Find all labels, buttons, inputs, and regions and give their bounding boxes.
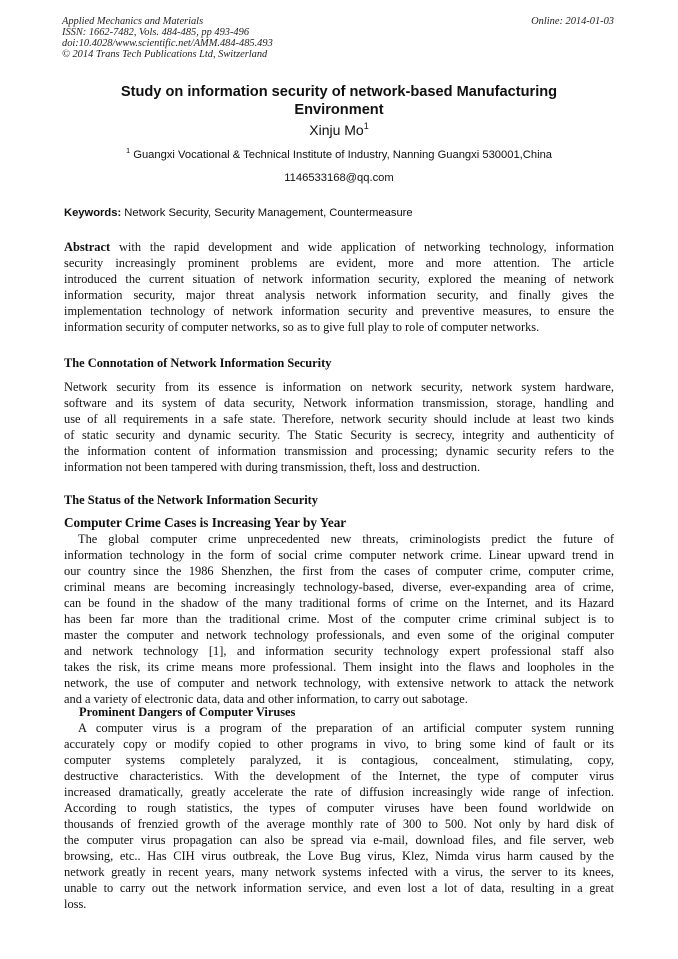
abstract-line: implementation technology of network information security and preventive measures, to ensure the — [64, 304, 614, 318]
paragraph-line: accurately copy or modify copied to other programs in vivo, to bring some kind of fault or its — [64, 737, 614, 751]
paragraph-line: The global computer crime unprecedented new threats, criminologists predict the future of — [78, 532, 614, 546]
author-email: 1146533168@qq.com — [284, 172, 394, 184]
doi-line: doi:10.4028/www.scientific.net/AMM.484-485.493 — [62, 38, 273, 49]
abstract-line: information security, major threat analysis network information security, and finally gives the — [64, 288, 614, 302]
viruses-paragraph — [64, 720, 614, 912]
abstract-line: information security of computer networks, so as to give full play to role of computer networks. — [64, 320, 540, 334]
paragraph-line: thousands of frenzied growth of the average monthly rate of 300 to 500. Not only by hard disk of — [64, 817, 614, 831]
paragraph-line: and a variety of electronic data, data and other information, to carry out sabotage. — [64, 692, 468, 706]
paragraph-line: network, the use of computer and network technology, with extensive network to attack the network — [64, 676, 614, 690]
keywords — [64, 206, 413, 220]
paragraph-line: increased dramatically, greatly accelerate the rate of diffusion increasingly wide range of infection. — [64, 785, 614, 799]
journal-header — [62, 16, 273, 60]
paragraph-line: According to rough statistics, the types of computer viruses have been found worldwide on — [64, 801, 614, 815]
abstract-line: Abstract with the rapid development and wide application of networking technology, information — [64, 240, 614, 254]
keywords-label: Keywords: — [64, 207, 122, 219]
title-line: Environment — [294, 102, 384, 118]
paragraph-line: use of all requirements in a safe state. Therefore, network security should include at least two kinds — [64, 412, 614, 426]
paragraph-line: A computer virus is a program of the preparation of an artificial computer system running — [78, 721, 614, 735]
subsection-heading-viruses: Prominent Dangers of Computer Viruses — [79, 705, 296, 719]
crime-paragraph — [64, 531, 614, 707]
abstract-line: security increasingly prominent problems are evident, more and more attention. The article — [64, 256, 614, 270]
issn-line: ISSN: 1662-7482, Vols. 484-485, pp 493-496 — [62, 27, 250, 38]
paper-title — [62, 83, 616, 119]
copyright-line: © 2014 Trans Tech Publications Ltd, Switzerland — [62, 49, 268, 60]
paragraph-line: Network security from its essence is information on network security, network system hardware, — [64, 380, 614, 394]
paragraph-line: criminal means are becoming increasingly technology-based, diverse, ever-expanding area of crime, — [64, 580, 614, 594]
connotation-paragraph — [64, 379, 614, 475]
subsection-heading-crime: Computer Crime Cases is Increasing Year by Year — [64, 515, 347, 530]
paragraph-line: and network technology [1], and information security technology expert professional staff also — [64, 644, 614, 658]
paragraph-line: can be found in the shadow of the many traditional forms of crime on the Internet, and its Hazard — [64, 596, 614, 610]
abstract-block — [64, 239, 614, 335]
paragraph-line: destructive characteristics. With the development of the Internet, the type of computer virus — [64, 769, 614, 783]
online-date: Online: 2014-01-03 — [531, 16, 614, 27]
paragraph-line: browsing, etc.. Has CIH virus outbreak, the Love Bug virus, Klez, Nimda virus harm caused by the — [64, 849, 614, 863]
paragraph-line: master the computer and network technology professionals, and even some of the original computer — [64, 628, 614, 642]
paragraph-line: the computer virus propagation can also be spread via e-mail, download files, and file server, web — [64, 833, 614, 847]
title-line: Study on information security of network-based Manufacturing — [120, 84, 558, 100]
author-superscript: 1 — [363, 121, 369, 131]
paragraph-line: takes the risk, its crime means more professional. Them insight into the flaws and loopholes in the — [64, 660, 614, 674]
paragraph-line: network greatly in recent years, many network systems infected with a virus, the server to its knees, — [64, 865, 614, 879]
section-heading-connotation: The Connotation of Network Information Security — [64, 356, 332, 370]
paragraph-line: has been far more than the traditional crime. Most of the computer crime criminal subject is to — [64, 612, 614, 626]
author-name — [62, 121, 616, 139]
author-text: Xinju Mo — [309, 122, 364, 138]
affiliation-superscript: 1 — [125, 146, 131, 155]
paragraph-line: information technology in the form of social crime computer network crime. Linear upward trend in — [64, 548, 614, 562]
paragraph-line: of static security and dynamic security. The Static Security is secrecy, integrity and authenticity of — [64, 428, 614, 442]
affiliation-text: Guangxi Vocational & Technical Institute of Industry, Nanning Guangxi 530001,China — [130, 149, 553, 161]
paragraph-line: our country since the 1986 Shenzhen, the first from the cases of computer crime, computer crime, — [64, 564, 614, 578]
paragraph-line: computer systems completely paralyzed, it is contagious, concealment, stimulating, copy, — [64, 753, 614, 767]
paragraph-line: information not been tampered with during transmission, theft, loss and destruction. — [64, 460, 481, 474]
journal-name: Applied Mechanics and Materials — [62, 16, 204, 27]
paragraph-line: unable to carry out the network information service, and even lost a lot of data, resulting in a great — [64, 881, 614, 895]
paragraph-line: the information content of information transmission and processing; dynamic security refers to the — [64, 444, 614, 458]
section-heading-status: The Status of the Network Information Security — [64, 493, 318, 507]
abstract-line: introduced the current situation of network information security, explored the meaning of network — [64, 272, 614, 286]
affiliation — [62, 148, 616, 162]
paragraph-line: loss. — [64, 897, 87, 911]
paragraph-line: software and its system of data security, Network information transmission, storage, handling and — [64, 396, 614, 410]
keywords-text: Network Security, Security Management, Countermeasure — [121, 207, 413, 219]
abstract-label: Abstract — [64, 240, 111, 254]
